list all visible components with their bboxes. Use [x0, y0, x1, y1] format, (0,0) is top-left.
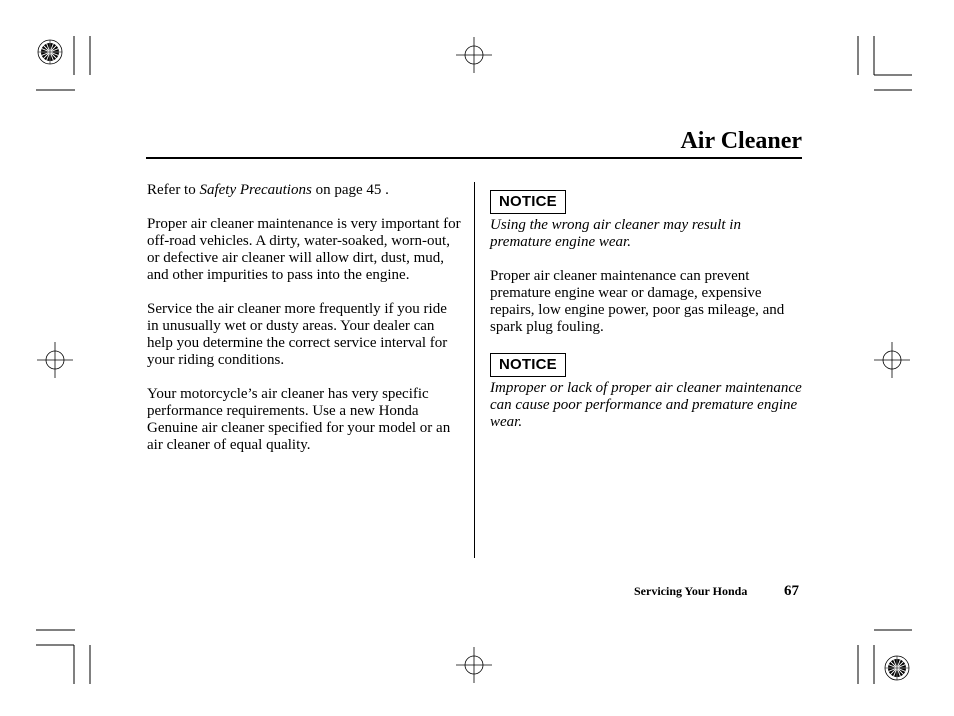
- intro-prefix: Refer to: [147, 182, 200, 198]
- footer-section-title: Servicing Your Honda: [634, 584, 748, 598]
- notice-block-2: [490, 353, 805, 431]
- performance-requirements-paragraph: Your motorcycle’s air cleaner has very specific performance requirements. Use a new Honda Genuine air cleaner specified for your model or an air cleaner of equal quality.: [147, 386, 451, 453]
- safety-precautions-reference: Safety Precautions: [199, 182, 312, 198]
- column-divider: [474, 182, 475, 558]
- right-column: [490, 190, 805, 431]
- notice-label: NOTICE: [490, 190, 566, 214]
- notice-text-improper-maintenance: Improper or lack of proper air cleaner maintenance can cause poor performance and premature engine wear.: [490, 380, 802, 430]
- maintenance-importance-paragraph: Proper air cleaner maintenance is very important for off-road vehicles. A dirty, water-soaked, worn-out, or defective air cleaner will allow dirt, dust, mud, and other impurities to pass into the engine.: [147, 216, 461, 283]
- intro-suffix: on page 45 .: [311, 182, 389, 198]
- maintenance-benefits-paragraph: Proper air cleaner maintenance can prevent premature engine wear or damage, expensive repairs, low engine power, poor gas mileage, and spark plug fouling.: [490, 268, 785, 335]
- notice-text-wrong-cleaner: Using the wrong air cleaner may result in premature engine wear.: [490, 217, 741, 250]
- notice-label: NOTICE: [490, 353, 566, 377]
- left-column: [147, 182, 462, 454]
- intro-paragraph: [147, 182, 462, 199]
- page-title: Air Cleaner: [680, 128, 802, 154]
- title-rule: [146, 157, 802, 159]
- service-frequency-paragraph: Service the air cleaner more frequently if you ride in unusually wet or dusty areas. Your dealer can help you determine the correct service interval for your riding conditions.: [147, 301, 448, 368]
- notice-block-1: [490, 190, 805, 251]
- page-number: 67: [784, 583, 799, 599]
